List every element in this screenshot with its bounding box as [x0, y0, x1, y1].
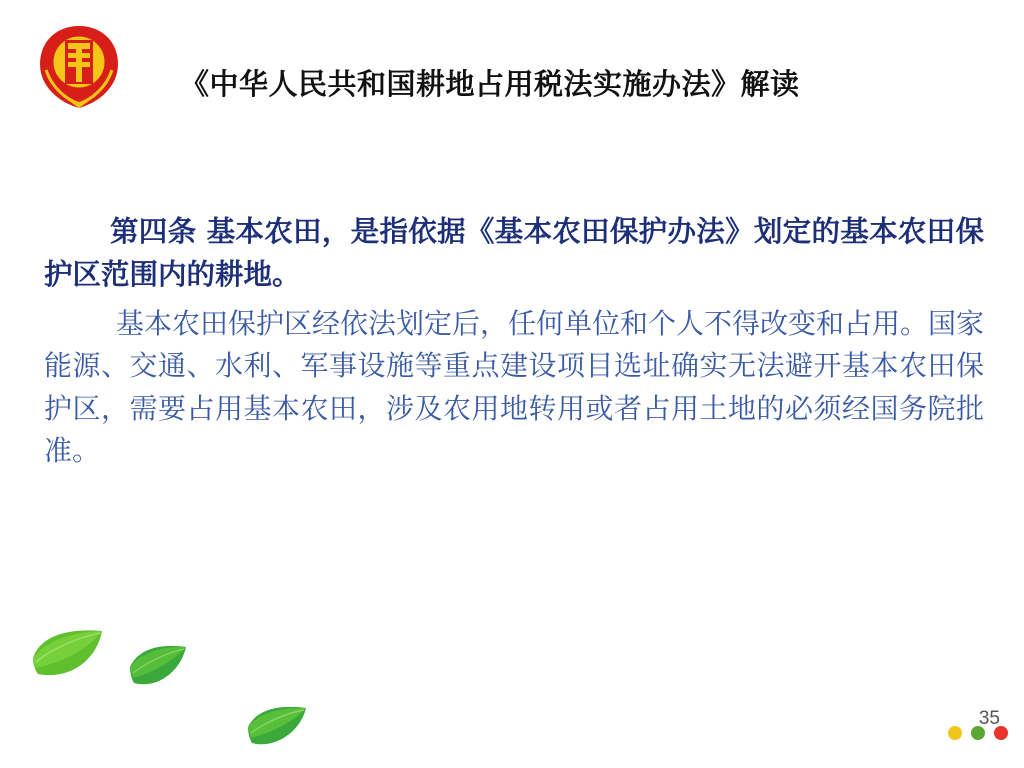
leaf-icon-2 — [128, 645, 188, 696]
slide-body — [44, 210, 984, 473]
slide-header — [0, 0, 1024, 135]
dot-yellow — [948, 726, 962, 740]
paragraph-protection-zone: 基本农田保护区经依法划定后，任何单位和个人不得改变和占用。国家能源、交通、水利、军事设施等重点建设项目选址确实无法避开基本农田保护区，需要占用基本农田，涉及农用地转用或者占用土地的必须经国务院批准。 — [44, 306, 985, 468]
page-title: 《中华人民共和国耕地占用税法实施办法》解读 — [180, 67, 800, 101]
leaf-icon-3 — [246, 707, 308, 756]
tax-bureau-emblem-icon — [36, 24, 122, 110]
page-number: 35 — [978, 708, 1000, 729]
paragraph-article-four: 第四条 基本农田，是指依据《基本农田保护办法》划定的基本农田保护区范围内的耕地。 — [44, 214, 984, 292]
leaf-icon-1 — [30, 628, 106, 685]
